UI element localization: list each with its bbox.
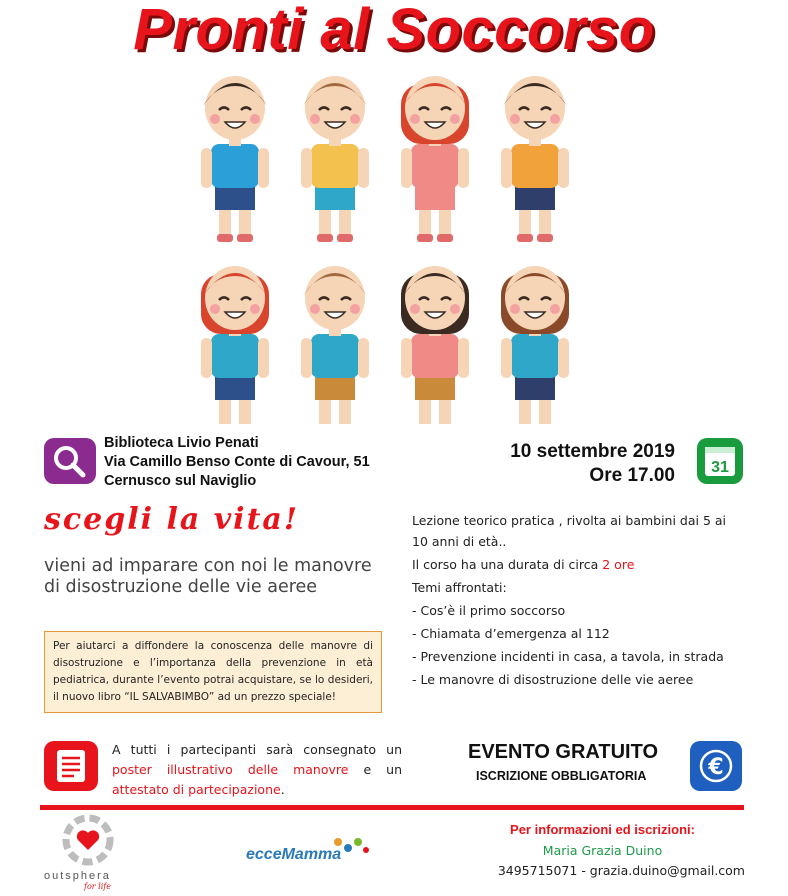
child-figure (201, 76, 269, 242)
promo-box: Per aiutarci a diffondere la conoscenza delle manovre di disostruzione e l’importanza della prevenzione in età pediatrica, durante l’evento potrai acquistare, se lo desideri, il nuovo libro “IL SALVABIMBO” ad un prezzo speciale! (44, 631, 382, 713)
document-icon (44, 741, 98, 791)
page-title: Pronti al Soccorso (133, 0, 655, 62)
free-event-headline: EVENTO GRATUITO (468, 741, 659, 763)
course-intro: Lezione teorico pratica , rivolta ai bambini dai 5 ai 10 anni di età.. (412, 513, 727, 549)
course-duration (412, 554, 742, 575)
event-time: Ore 17.00 (589, 465, 675, 486)
child-figure (301, 76, 369, 242)
event-date: 10 settembre 2019 (510, 441, 675, 462)
gift-suffix: . (280, 782, 285, 797)
location-block (104, 434, 370, 491)
euro-icon (690, 741, 742, 791)
gift-middle: e un (348, 762, 403, 777)
child-figure (401, 76, 469, 242)
eccemamma-logo-icon (318, 836, 378, 858)
topic-item: - Chiamata d’emergenza al 112 (412, 626, 610, 641)
duration-value: 2 ore (602, 557, 635, 572)
topic-item: - Cos’è il primo soccorso (412, 603, 566, 618)
gift-poster: poster illustrativo delle manovre (112, 762, 349, 777)
eccemamma-logo: ecceMamma (246, 846, 342, 863)
contact-details: 3495715071 - grazia.duino@gmail.com (497, 863, 745, 878)
outsphera-logo-subtext: for life (84, 882, 111, 891)
topics-heading: Temi affrontati: (412, 580, 507, 595)
location-venue: Biblioteca Livio Penati (104, 435, 259, 451)
search-icon (44, 438, 96, 484)
child-figure (201, 266, 269, 424)
event-date-block (470, 440, 675, 488)
course-description (412, 510, 742, 690)
svg-text:€: € (708, 755, 724, 780)
outsphera-logo-text: outsphera (44, 870, 111, 882)
duration-prefix: Il corso ha una durata di circa (412, 557, 603, 572)
registration-note: ISCRIZIONE OBBLIGATORIA (476, 769, 647, 783)
heart-logo-icon (52, 814, 124, 870)
contact-name: Maria Grazia Duino (542, 843, 663, 858)
child-figure (301, 266, 369, 424)
child-figure (501, 266, 569, 424)
topic-item: - Le manovre di disostruzione delle vie aeree (412, 672, 694, 687)
location-street: Via Camillo Benso Conte di Cavour, 51 (104, 454, 370, 470)
contact-heading: Per informazioni ed iscrizioni: (510, 822, 695, 837)
calendar-number: 31 (711, 459, 729, 476)
children-illustration (190, 64, 590, 424)
child-figure (401, 266, 469, 424)
child-figure (501, 76, 569, 242)
slogan: scegli la vita! (44, 502, 300, 537)
gift-text (112, 740, 402, 800)
divider (40, 805, 744, 810)
gift-certificate: attestato di partecipazione (112, 782, 281, 797)
gift-prefix: A tutti i partecipanti sarà consegnato un (112, 742, 402, 757)
subline: vieni ad imparare con noi le manovre di disostruzione delle vie aeree (44, 556, 372, 597)
location-city: Cernusco sul Naviglio (104, 473, 257, 489)
topic-item: - Prevenzione incidenti in casa, a tavola, in strada (412, 649, 724, 664)
calendar-icon (697, 438, 743, 484)
